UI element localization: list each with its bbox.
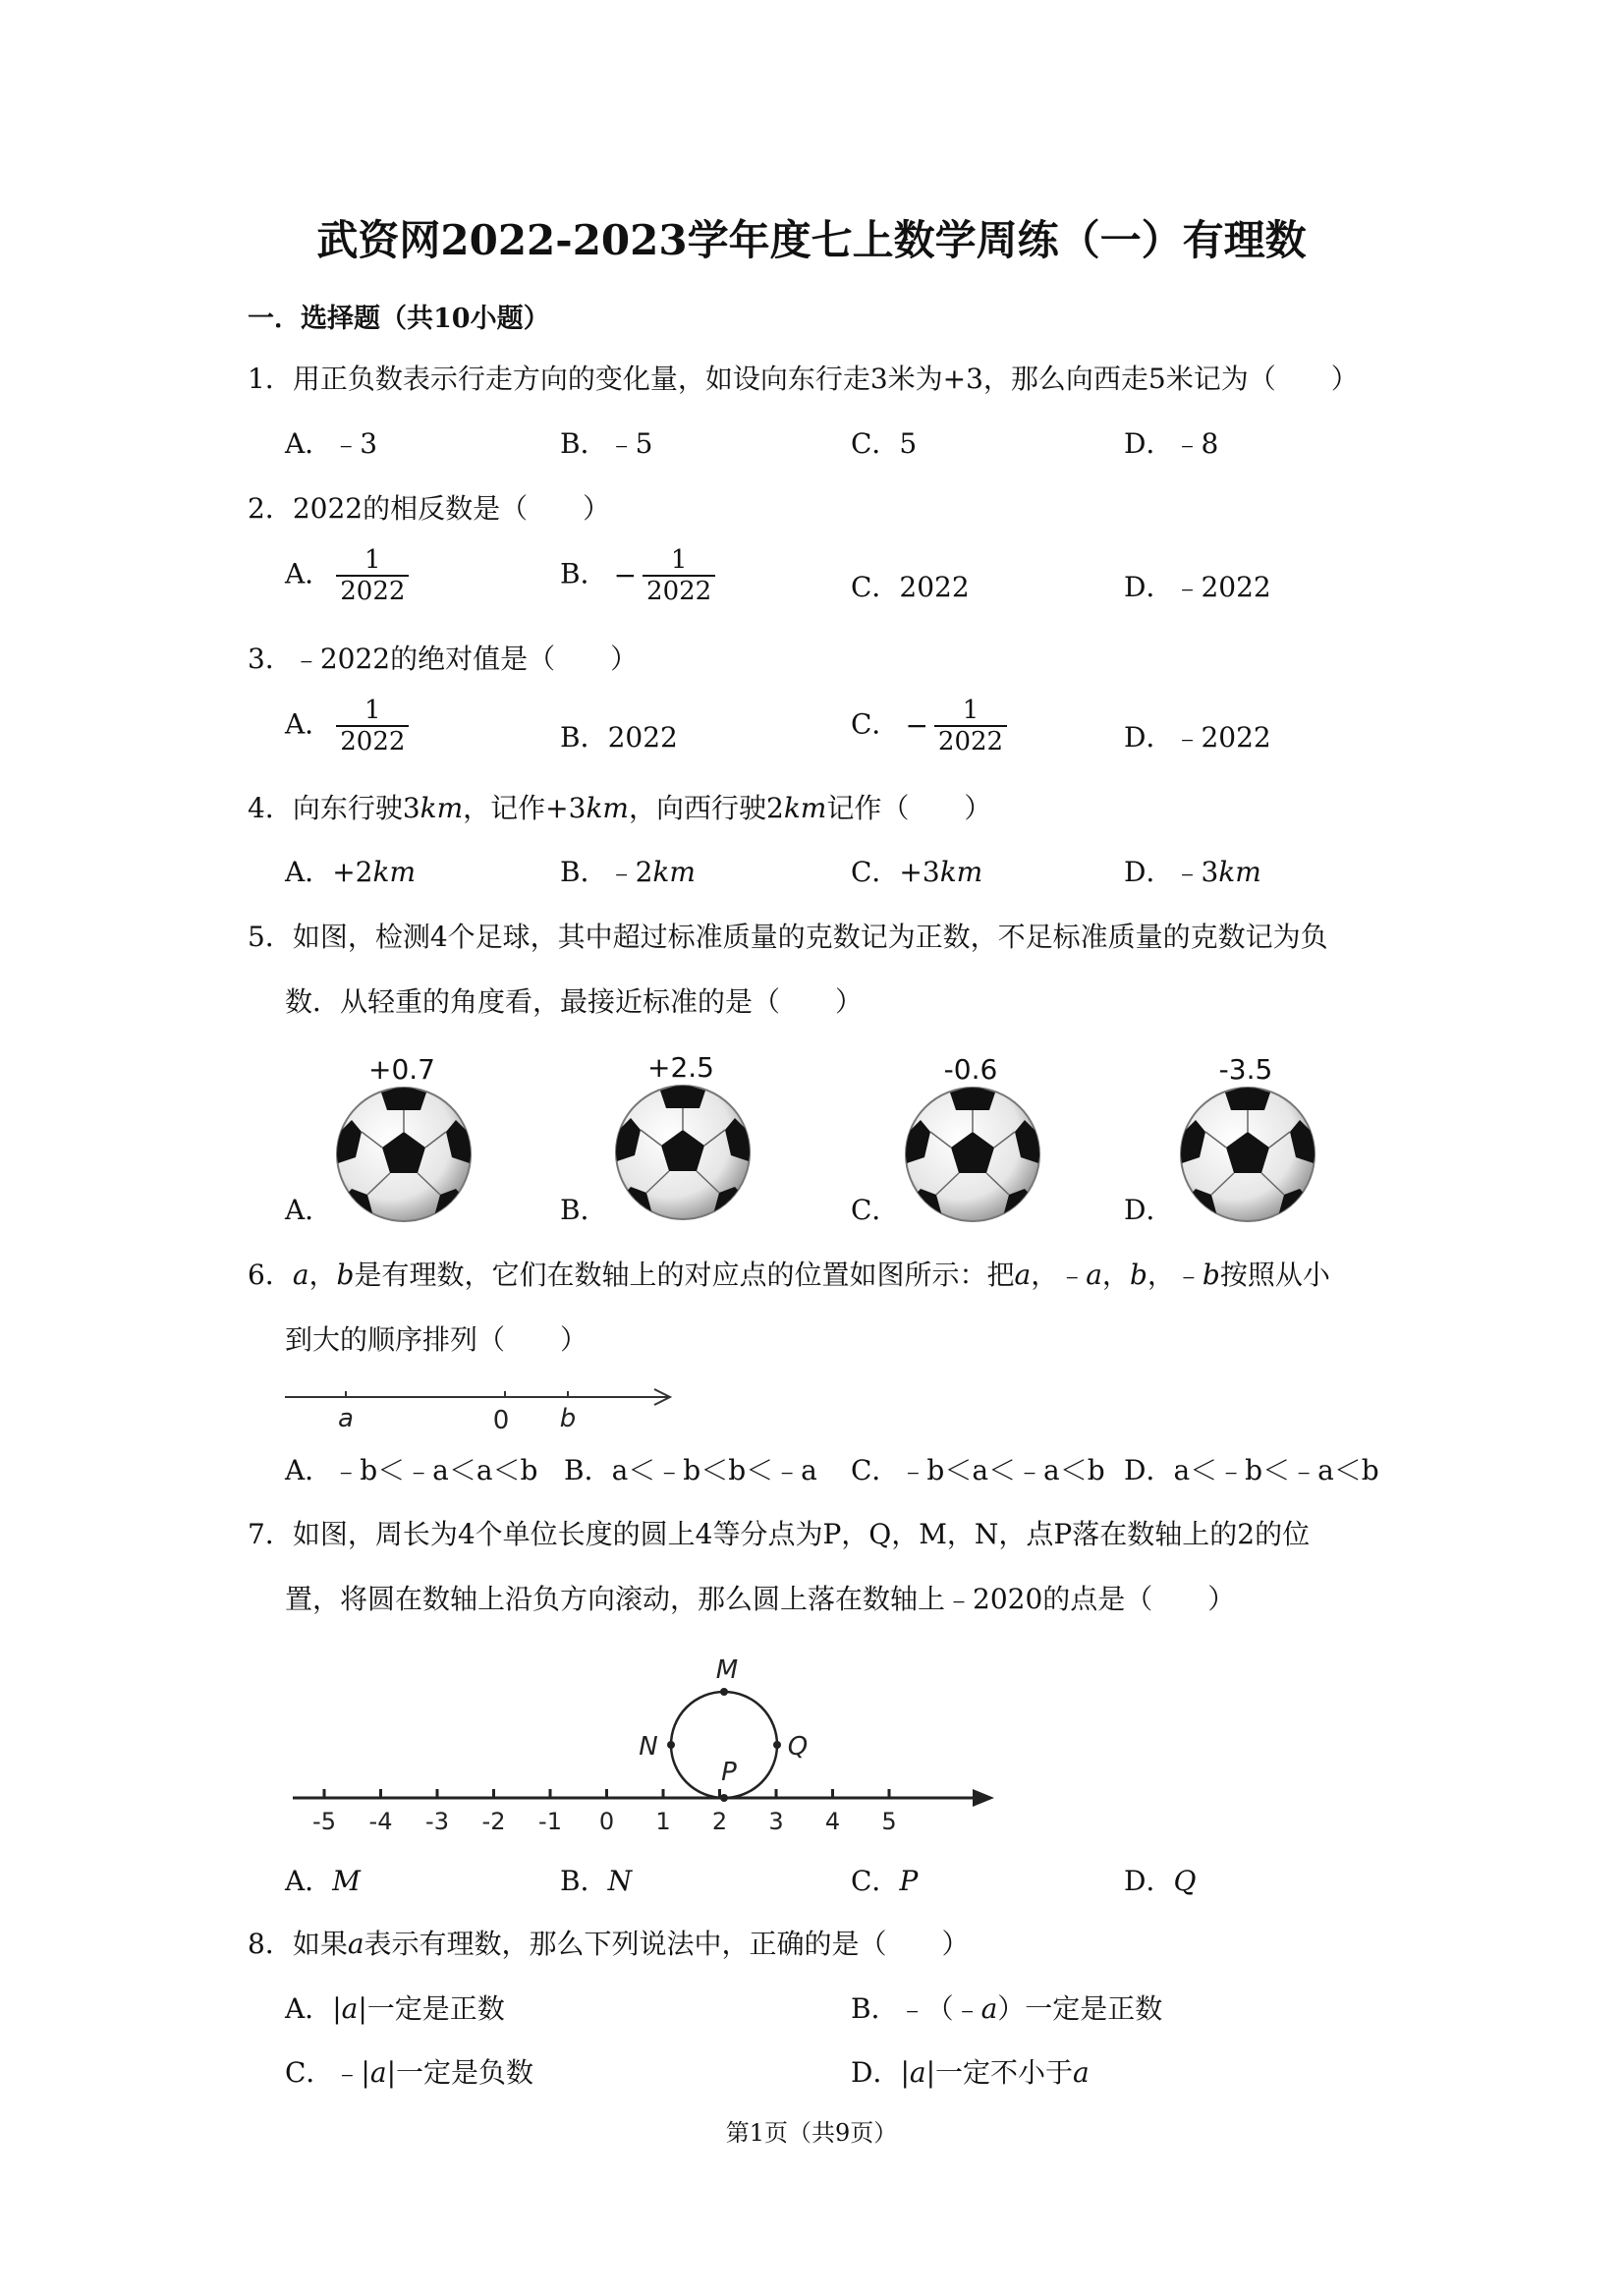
q4-stem-part: ，记作+3 [463, 792, 587, 824]
q6-option-c[interactable]: C．﹣b＜a＜﹣a＜b [851, 1454, 1105, 1486]
q2-option-a[interactable] [285, 545, 409, 606]
axis-ticks [312, 1789, 897, 1835]
q3-option-c-label: C． [851, 707, 900, 741]
q8-var: a [347, 1928, 364, 1960]
axis-tick-label: -3 [425, 1808, 449, 1835]
q3-option-d[interactable]: D．﹣2022 [1124, 721, 1271, 754]
q4-option-unit: km [939, 856, 983, 888]
q8-option-part: D．| [851, 2056, 910, 2089]
axis-tick-label: 5 [881, 1808, 897, 1835]
q4-option-b[interactable] [560, 853, 696, 892]
q6-option-d[interactable]: D．a＜﹣b＜﹣a＜b [1124, 1454, 1379, 1486]
q8-stem-part: 8．如果 [248, 1928, 348, 1960]
q8-option-var: a [909, 2056, 926, 2089]
q7-option-var: Q [1173, 1865, 1197, 1897]
q4-option-c[interactable] [851, 853, 982, 892]
q8-stem-part: 表示有理数，那么下列说法中，正确的是（ ） [364, 1928, 970, 1960]
q4-option-a[interactable] [285, 853, 416, 892]
q8-option-b[interactable] [851, 1989, 1162, 2029]
section-heading: 一．选择题（共10小题） [248, 304, 550, 334]
q5-option-a[interactable]: A． [285, 1194, 333, 1226]
q7-option-var: P [899, 1865, 919, 1897]
ball-c-value: -0.6 [943, 1053, 998, 1086]
q2-option-b-fraction [643, 545, 715, 606]
q4-option-unit: km [1218, 856, 1261, 888]
question-7-stem-line2: 置，将圆在数轴上沿负方向滚动，那么圆上落在数轴上﹣2020的点是（ ） [285, 1583, 1236, 1615]
fraction-numerator: 1 [364, 696, 381, 725]
q1-option-b[interactable]: B．﹣5 [560, 427, 653, 460]
axis-tick-label: -4 [368, 1808, 393, 1835]
q8-option-c[interactable] [285, 2053, 533, 2093]
q7-option-d[interactable] [1124, 1862, 1196, 1901]
q6-var: a [292, 1259, 309, 1291]
point-label-m: M [715, 1655, 739, 1685]
q8-option-part: |一定不小于 [925, 2056, 1074, 2089]
q6-stem-part: ， [308, 1259, 337, 1291]
point-q-dot [773, 1741, 781, 1749]
q4-unit-km: km [420, 792, 464, 824]
axis-tick-label: 2 [711, 1808, 728, 1835]
axis-label-a: a [338, 1404, 354, 1433]
question-2-stem: 2．2022的相反数是（ ） [248, 492, 611, 525]
axis-tick-label: 4 [824, 1808, 841, 1835]
q8-option-part: |一定是负数 [386, 2056, 533, 2089]
q4-option-d[interactable] [1124, 853, 1261, 892]
q4-option-unit: km [372, 856, 417, 888]
q8-option-d[interactable] [851, 2053, 1090, 2093]
q4-stem-part: 记作（ ） [826, 792, 992, 824]
q3-option-a-label: A． [285, 707, 333, 741]
axis-tick-label: 1 [655, 1808, 671, 1835]
q1-option-d[interactable]: D．﹣8 [1124, 427, 1219, 460]
q8-option-part: C．﹣| [285, 2056, 370, 2089]
ball-b-value: +2.5 [647, 1051, 714, 1084]
q6-option-a[interactable]: A．﹣b＜﹣a＜a＜b [285, 1454, 538, 1486]
page-title: 武资网2022-2023学年度七上数学周练（一）有理数 [316, 216, 1307, 264]
q7-option-label: A． [285, 1865, 333, 1897]
axis-tick-label: -2 [481, 1808, 506, 1835]
q6-stem-part: 是有理数，它们在数轴上的对应点的位置如图所示：把 [354, 1259, 1015, 1291]
point-label-q: Q [787, 1732, 809, 1762]
question-8-stem [248, 1925, 970, 1964]
q5-option-c[interactable]: C． [851, 1194, 900, 1226]
soccer-ball-icon [899, 1081, 1046, 1228]
axis-label-zero: 0 [492, 1406, 510, 1435]
soccer-ball-icon [1174, 1081, 1321, 1228]
q6-var: b [1202, 1259, 1220, 1291]
q8-option-part: B．﹣（﹣ [851, 1992, 981, 2025]
q4-option-unit: km [652, 856, 696, 888]
q7-option-var: N [607, 1865, 633, 1897]
q3-option-a-fraction [336, 696, 409, 756]
q8-option-var: a [341, 1992, 359, 2025]
q2-option-c[interactable]: C．2022 [851, 571, 970, 603]
q2-option-a-label: A． [285, 557, 333, 590]
question-7-stem-line1: 7．如图，周长为4个单位长度的圆上4等分点为P，Q，M，N，点P落在数轴上的2的位 [248, 1518, 1311, 1550]
axis-tick-label: 0 [598, 1808, 615, 1835]
q8-option-part: A．| [285, 1992, 342, 2025]
minus-sign: − [613, 559, 638, 591]
q2-option-a-fraction [336, 545, 409, 606]
q6-var: b [1129, 1259, 1147, 1291]
axis-tick-label: 3 [768, 1808, 784, 1835]
q7-number-line-diagram [285, 1641, 1012, 1837]
fraction-denominator: 2022 [643, 575, 715, 606]
q4-option-label: B．﹣2 [560, 856, 653, 888]
q7-option-label: D． [1124, 1865, 1174, 1897]
q7-option-a[interactable] [285, 1862, 361, 1901]
q6-var: a [1086, 1259, 1102, 1291]
q7-option-label: C． [851, 1865, 900, 1897]
q6-stem-part: 按照从小 [1219, 1259, 1330, 1291]
ball-a-value: +0.7 [368, 1053, 435, 1086]
q8-option-var: a [980, 1992, 998, 2025]
axis-arrow-icon [973, 1789, 994, 1807]
q3-option-c[interactable] [851, 696, 1007, 756]
point-n-dot [667, 1741, 675, 1749]
q2-option-d[interactable]: D．﹣2022 [1124, 571, 1271, 603]
q7-option-c[interactable] [851, 1862, 918, 1901]
q6-stem-part: ，﹣ [1147, 1259, 1203, 1291]
minus-sign: − [905, 709, 928, 742]
q5-option-b[interactable]: B． [560, 1194, 608, 1226]
q2-option-b-label: B． [560, 557, 608, 590]
question-6-stem-line1 [248, 1256, 1330, 1295]
question-5-stem-line1: 5．如图，检测4个足球，其中超过标准质量的克数记为正数，不足标准质量的克数记为负 [248, 921, 1328, 953]
q3-option-b[interactable]: B．2022 [560, 721, 678, 754]
question-3-stem: 3．﹣2022的绝对值是（ ） [248, 643, 639, 675]
question-4-stem [248, 789, 991, 828]
q4-unit-km: km [586, 792, 629, 824]
q4-option-label: C．+3 [851, 856, 940, 888]
fraction-denominator: 2022 [336, 725, 409, 756]
point-m-dot [720, 1688, 728, 1696]
q6-var: a [1014, 1259, 1032, 1291]
q6-number-line [281, 1375, 694, 1444]
fraction-denominator: 2022 [336, 575, 409, 606]
q8-option-a[interactable] [285, 1989, 505, 2029]
axis-tick-label: -1 [538, 1808, 562, 1835]
page-footer: 第1页（共9页） [725, 2119, 898, 2147]
q8-option-part: |一定是正数 [358, 1992, 505, 2025]
axis-tick-label: -5 [312, 1808, 336, 1835]
q1-option-c[interactable]: C．5 [851, 427, 918, 460]
q4-stem-part: ，向西行驶2 [628, 792, 784, 824]
question-1-stem: 1．用正负数表示行走方向的变化量，如设向东行走3米为+3，那么向西走5米记为（ ） [248, 363, 1359, 395]
q1-option-a[interactable]: A．﹣3 [285, 427, 378, 460]
q4-option-label: A．+2 [285, 856, 373, 888]
q6-stem-part: ，﹣ [1031, 1259, 1087, 1291]
q6-var: b [336, 1259, 355, 1291]
q3-option-a[interactable] [285, 696, 409, 756]
ball-d-value: -3.5 [1218, 1053, 1273, 1086]
q8-option-var: a [369, 2056, 387, 2089]
q7-option-label: B． [560, 1865, 608, 1897]
point-p-dot [720, 1794, 728, 1802]
fraction-numerator: 1 [364, 545, 381, 575]
q4-stem-part: 4．向东行驶3 [248, 792, 420, 824]
q6-option-b[interactable]: B．a＜﹣b＜b＜﹣a [564, 1454, 817, 1486]
q7-option-b[interactable] [560, 1862, 632, 1901]
point-label-n: N [639, 1732, 658, 1762]
q5-option-d[interactable]: D． [1124, 1194, 1174, 1226]
fraction-numerator: 1 [962, 696, 979, 725]
q6-stem-part: ， [1101, 1259, 1130, 1291]
point-label-p: P [721, 1758, 737, 1787]
q8-option-part: ）一定是正数 [997, 1992, 1163, 2025]
q2-option-b[interactable] [560, 545, 715, 606]
q8-option-var: a [1073, 2056, 1090, 2089]
fraction-numerator: 1 [670, 545, 688, 575]
question-6-stem-line2: 到大的顺序排列（ ） [285, 1323, 588, 1356]
soccer-ball-icon [330, 1081, 477, 1228]
question-5-stem-line2: 数．从轻重的角度看，最接近标准的是（ ） [285, 985, 864, 1018]
q4-unit-km: km [783, 792, 827, 824]
q7-option-var: M [332, 1865, 361, 1897]
fraction-denominator: 2022 [934, 725, 1007, 756]
axis-label-b: b [559, 1404, 577, 1433]
q6-stem-part: 6． [248, 1259, 293, 1291]
q4-option-label: D．﹣3 [1124, 856, 1219, 888]
soccer-ball-icon [609, 1079, 756, 1226]
q3-option-c-fraction [934, 696, 1007, 756]
